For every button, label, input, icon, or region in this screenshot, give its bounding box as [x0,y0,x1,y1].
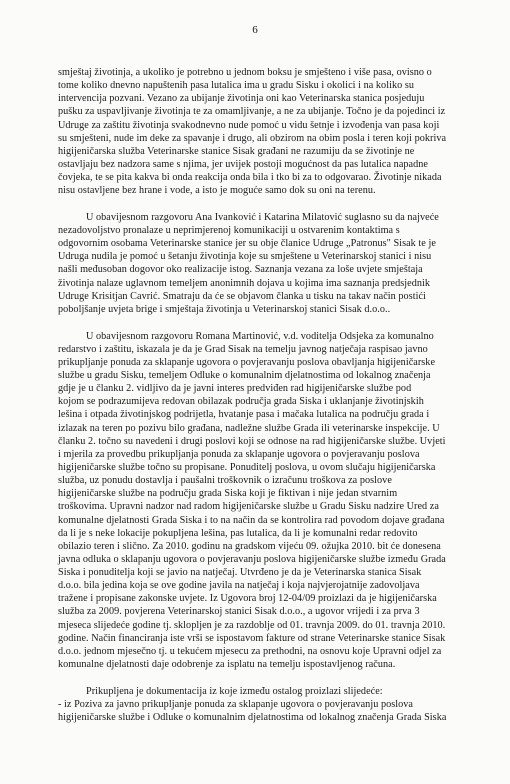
page-number: 6 [252,24,258,36]
text-line: obilazio teren i slično. Za 2010. godinu na gradskom vijeću 09. ožujka 2010. bit će donesena [58,540,441,552]
text-line: čovjeka, te se pita kakva bi onda reakcija onda bila i tko bi za to odgovarao. Životinje nikada [58,172,442,184]
text-line: komunalne djelatnosti Grada Siska i to na način da se kontrolira rad povodom dojave građana [58,514,445,526]
text-line: higijeničarske službe i Odluke o komunalnim djelatnostima od lokalnog značenja Grada Siska [58,712,447,724]
text-line: javna odluka o sklapanju ugovora o povjeravanju poslova higijeničarske službe između Grada [58,553,446,565]
text-line: Prikupljena je dokumentacija iz koje između ostalog proizlazi slijedeće: [86,686,383,698]
text-line: poboljšanje uvjeta brige i smještaja životinja u Veterinarskoj stanici Sisak d.o.o.. [58,303,391,315]
text-line: prikupljanje ponuda za sklapanje ugovora o povjeravanju poslova obavljanja higijeničarske [58,356,436,368]
text-line: troškovima. Upravni nadzor nad radom higijeničarske službe u Gradu Sisku nadzire Ured za [58,501,439,513]
text-line: - iz Poziva za javno prikupljanje ponuda za sklapanje ugovora o povjeravanju poslova [58,699,413,711]
text-line: redarstvo i zaštitu, iskazala je da je Grad Sisak na temelju javnog natječaja raspisao javno [58,343,428,355]
text-line: higijeničarska služba Veterinarske stanice Sisak građani ne razumiju da se životinje ne [58,145,415,157]
text-line: higijeničarske službe na području grada Siska koji je fiktivan i nije jedan stvarnim [58,488,398,500]
text-line: službe u gradu Sisku, temeljem Odluke o komunalnim djelatnostima od lokalnog značenja [58,369,431,381]
text-line: U obavijesnom razgovoru Ana Ivanković i Katarina Milatović suglasno su da najveće [86,211,439,223]
text-line: lešina i otpada životinjskog podrijetla, hvatanje pasa i mačaka lutalica na području grada i [58,409,430,421]
text-line: Udruge za zaštitu životinja svakodnevno nude pomoć u vidu šetnje i izvođenja van pasa koji [58,119,440,131]
paragraph-gap [58,671,490,685]
text-line: nisu ostavljene bez hrane i vode, a isto je moguće samo dok su oni na terenu. [58,185,376,197]
text-line: smještaj životinja, a ukoliko je potrebno u jednom boksu je smješteno i više pasa, ovisno o [58,67,432,78]
document-body [58,66,490,725]
paragraph [58,66,490,197]
paragraph [58,330,490,672]
text-line: komunalne djelatnosti daje odobrenje za isplatu na temelju ispostavljenog računa. [58,659,396,671]
text-line: izlazak na teren po pozivu bilo građana, nadležne službe Grada ili veterinarske inspekcije. U [58,422,440,434]
text-line: kojom se podrazumijeva redovan obilazak područja grada Siska i uklanjanje životinjskih [58,396,424,408]
text-line: intervencija pozvani. Vezano za ubijanje životinja oni kao Veterinarska stanica posjeduju [58,93,425,105]
text-line: i mjerila za provedbu prikupljanja ponuda za sklapanje ugovora o povjeravanju poslova [58,448,420,460]
text-line: d.o.o. bila jedina koja se ove godine javila na natječaj i koja najvjerojatnije zadovoljava [58,580,420,592]
text-line: ostavljaju bez nadzora same s njima, jer uvijek postoji mogućnost da pas lutalica napadne [58,158,428,170]
text-line: našli međusoban dogovor oko realizacije istog. Saznanja vezana za loše uvjete smještaja [58,264,423,276]
text-line: članku 2. točno su navedeni i drugi poslovi koji se odnose na rad higijeničarske službe. Uvjeti [58,435,446,447]
text-line: mjeseca slijedeće godine tj. sklopljen je za razdoblje od 01. travnja 2009. do 01. travnja 2010. [58,619,446,631]
text-line: pušku za uspavljivanje životinja te za omamljivanje, a ne za ubijanje. Točno je da pojedinci iz [58,106,446,118]
text-line: Udruga nudila je pomoć u šetanju životinja koje su smještene u Veterinarskoj stanici i nisu [58,251,432,263]
text-line: tražene i propisane zakonske uvjete. Iz Ugovora broj 12-04/09 proizlazi da je higijeničarska [58,593,437,605]
text-line: da li je s neke lokacije pokupljena lešina, pas lutalica, da li je komunalni redar redovito [58,527,418,539]
text-line: odgovornim osobama Veterinarske stanice jer su obje članice Udruge „Patronus" Sisak te je [58,238,436,250]
text-line: U obavijesnom razgovoru Romana Martinović, v.d. voditelja Odsjeka za komunalno [86,330,434,342]
text-line: su smješteni, nude im deke za spavanje i drugo, ali obzirom na obim posla i teren koji pokriva [58,132,447,144]
text-line: d.o.o. jednom mjesečno tj. u tekućem mjesecu za prethodni, na osnovu koje Upravni odjel za [58,645,442,657]
paragraph [58,685,490,724]
text-line: životinja nalaze uglavnom temeljem anonimnih dojava u kojima ima saznanja predsjednik [58,277,431,289]
text-line: Siska i ponuditelja koji se javio na natječaj. Utvrđeno je da je Veterinarska stanica Sisak [58,567,422,579]
text-line: služba za 2009. povjerena Veterinarskoj stanici Sisak d.o.o., a ugovor vrijedi i za prva 3 [58,606,420,618]
text-line: tome koliko dnevno napuštenih pasa lutalica ima u gradu Sisku i okolici i na koliko su [58,80,414,92]
paragraph-gap [58,197,490,211]
text-line: higijeničarske službe točno su propisane. Ponuditelj poslova, u ovom slučaju higijeničarska [58,461,436,473]
text-line: godine. Način financiranja iste vrši se ispostavom fakture od strane Veterinarske stanice Sisak [58,632,446,644]
text-line: Udruge Krisitjan Cavrić. Smatraju da će se objavom članka u tisku na takav način postići [58,290,426,302]
text-line: služba, uz ponudu dostavlja i paušalni troškovnik o izračunu troškova za poslove [58,475,392,487]
paragraph-gap [58,316,490,330]
text-line: nezadovoljstvo pronalaze u neprimjerenoj komunikaciji u ostvarenim kontaktima s [58,225,400,237]
text-line: gdje je u članku 2. vidljivo da je javni interes predviđen rad higijeničarske službe pod [58,383,412,395]
paragraph [58,211,490,316]
